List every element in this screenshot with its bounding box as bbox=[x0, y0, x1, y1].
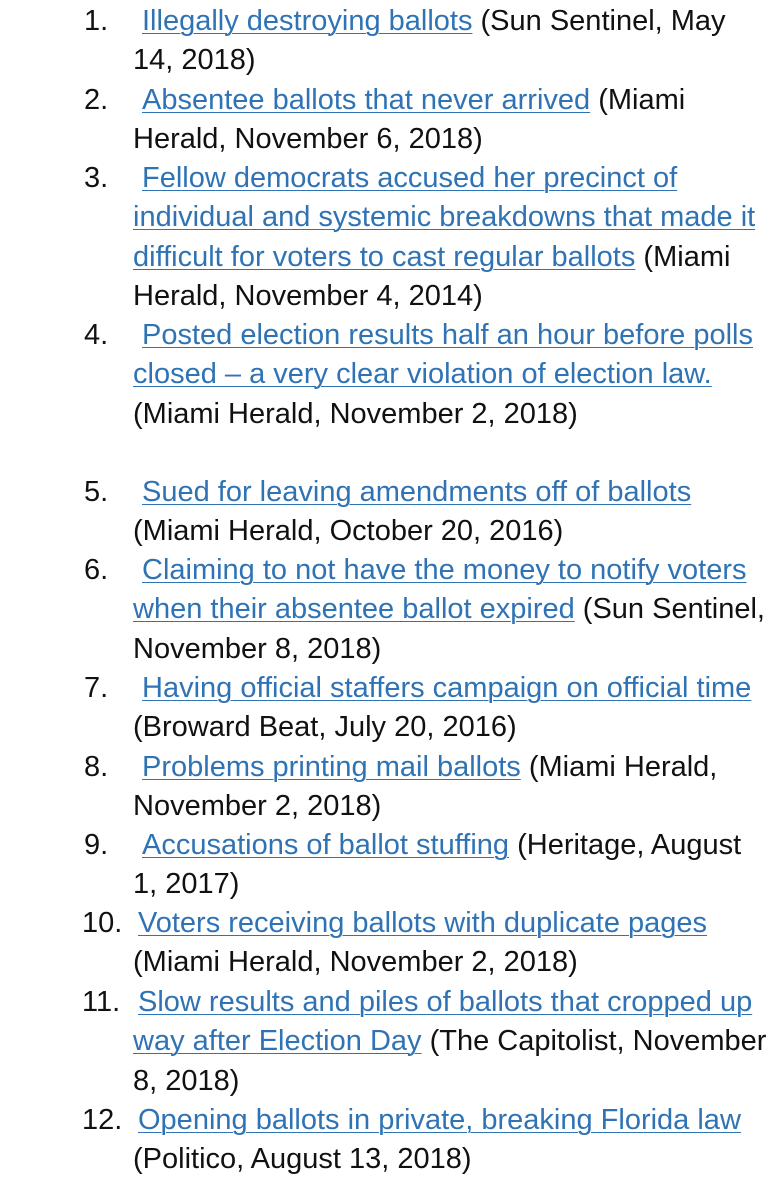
article-link[interactable]: Voters receiving ballots with duplicate pages bbox=[138, 907, 708, 939]
item-number: 8. bbox=[84, 751, 109, 783]
item-text bbox=[133, 551, 773, 669]
article-link[interactable]: Having official staffers campaign on official time bbox=[142, 672, 752, 704]
item-number: 10. bbox=[82, 907, 123, 939]
item-citation: (Miami Herald, November 2, 2018) bbox=[133, 397, 578, 430]
item-text bbox=[133, 1101, 773, 1180]
item-number: 2. bbox=[84, 84, 109, 116]
item-number: 12. bbox=[82, 1104, 123, 1136]
article-link[interactable]: Fellow democrats accused her precinct of individual and systemic breakdowns that made it difficult for voters to cast regular ballots bbox=[133, 162, 756, 273]
item-text bbox=[133, 473, 773, 552]
item-number: 9. bbox=[84, 829, 109, 861]
item-number: 4. bbox=[84, 319, 109, 351]
item-citation: (Heritage, August 1, 2017) bbox=[133, 829, 742, 901]
item-number: 11. bbox=[82, 986, 121, 1018]
item-text bbox=[133, 748, 773, 827]
article-link[interactable]: Problems printing mail ballots bbox=[142, 751, 521, 783]
item-citation: (Miami Herald, November 2, 2018) bbox=[133, 751, 718, 823]
article-link[interactable]: Illegally destroying ballots bbox=[142, 5, 473, 37]
item-text bbox=[133, 316, 773, 434]
item-citation: (Miami Herald, November 4, 2014) bbox=[133, 240, 731, 312]
item-citation: (Broward Beat, July 20, 2016) bbox=[133, 711, 517, 744]
item-citation: (Sun Sentinel, November 8, 2018) bbox=[133, 593, 765, 665]
article-link[interactable]: Accusations of ballot stuffing bbox=[142, 829, 510, 861]
item-text bbox=[133, 81, 773, 160]
item-number: 6. bbox=[84, 554, 109, 586]
item-citation: (Miami Herald, November 2, 2018) bbox=[133, 946, 578, 979]
item-text bbox=[133, 983, 773, 1101]
item-text bbox=[133, 159, 773, 316]
item-citation: (The Capitolist, November 8, 2018) bbox=[133, 1025, 767, 1097]
article-link[interactable]: Claiming to not have the money to notify voters when their absentee ballot expired bbox=[133, 554, 747, 626]
item-text bbox=[133, 2, 773, 81]
item-number: 7. bbox=[84, 672, 109, 704]
item-number: 5. bbox=[84, 476, 109, 508]
item-text bbox=[133, 826, 773, 905]
article-link[interactable]: Opening ballots in private, breaking Florida law bbox=[138, 1104, 741, 1136]
article-link[interactable]: Absentee ballots that never arrived bbox=[142, 84, 591, 116]
item-citation: (Sun Sentinel, May 14, 2018) bbox=[133, 5, 726, 77]
item-citation: (Miami Herald, November 6, 2018) bbox=[133, 84, 686, 156]
item-text bbox=[133, 904, 773, 983]
item-text bbox=[133, 669, 773, 748]
article-link[interactable]: Posted election results half an hour before polls closed – a very clear violation of election law. bbox=[133, 319, 753, 391]
article-link[interactable]: Slow results and piles of ballots that cropped up way after Election Day bbox=[133, 986, 753, 1058]
article-link[interactable]: Sued for leaving amendments off of ballots bbox=[142, 476, 692, 508]
item-number: 3. bbox=[84, 162, 109, 194]
item-number: 1. bbox=[84, 5, 109, 37]
item-citation: (Politico, August 13, 2018) bbox=[133, 1143, 472, 1176]
item-citation: (Miami Herald, October 20, 2016) bbox=[133, 515, 564, 548]
